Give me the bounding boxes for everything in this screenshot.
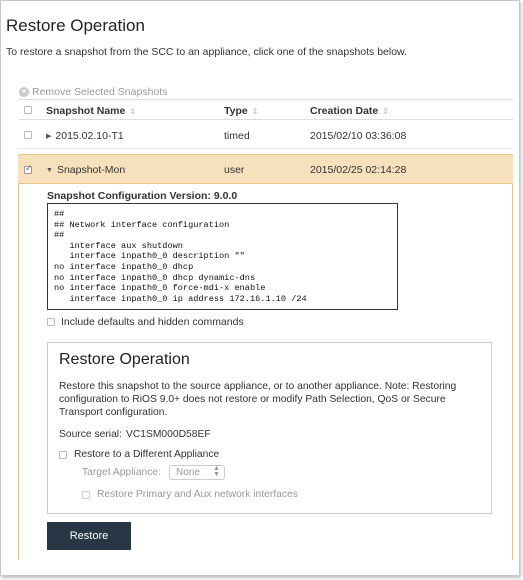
target-appliance-row — [82, 465, 225, 480]
panel-title: Restore Operation — [59, 351, 190, 368]
checkbox[interactable] — [47, 318, 55, 326]
header-label: Snapshot Name — [46, 105, 126, 117]
page-title: Restore Operation — [6, 16, 145, 35]
type-cell: timed — [224, 130, 250, 142]
sort-icon: ⇕ — [251, 106, 259, 116]
select-arrows-icon: ▲ ▼ — [213, 465, 220, 478]
remove-selected-snapshots-button[interactable] — [19, 86, 167, 98]
aux-label: Restore Primary and Aux network interfaces — [97, 489, 298, 500]
restore-different-appliance-checkbox[interactable] — [59, 449, 219, 460]
source-serial — [59, 429, 211, 440]
column-header-type[interactable] — [224, 105, 258, 117]
serial-label: Source serial: — [59, 429, 122, 440]
collapse-triangle-icon[interactable]: ▼ — [46, 166, 53, 174]
sort-icon: ⇕ — [129, 106, 137, 116]
restore-aux-interfaces-checkbox[interactable] — [82, 489, 298, 500]
include-defaults-checkbox[interactable] — [47, 316, 244, 328]
snapshot-name-cell: ▶ 2015.02.10-T1 — [46, 130, 124, 142]
header-label: Type — [224, 105, 248, 117]
type-cell: user — [224, 164, 245, 176]
column-header-creation-date[interactable] — [310, 105, 389, 117]
table-row[interactable] — [18, 122, 513, 149]
target-appliance-select[interactable]: None ▲ ▼ — [169, 465, 225, 480]
config-version-title: Snapshot Configuration Version: 9.0.0 — [47, 190, 238, 202]
column-header-snapshot-name[interactable] — [46, 105, 136, 117]
date-cell: 2015/02/10 03:36:08 — [310, 130, 407, 142]
sort-icon: ⇕ — [382, 106, 389, 116]
row-checkbox[interactable] — [24, 166, 32, 174]
expand-triangle-icon[interactable]: ▶ — [46, 133, 52, 140]
snapshot-name-cell: ▼ Snapshot-Mon — [46, 164, 126, 176]
header-label: Creation Date — [310, 105, 379, 117]
remove-label: Remove Selected Snapshots — [32, 86, 168, 98]
remove-circle-icon: ✕ — [20, 87, 28, 96]
date-cell: 2015/02/25 02:14:28 — [310, 164, 407, 176]
page-intro: To restore a snapshot from the SCC to an appliance, click one of the snapshots below. — [6, 46, 407, 58]
panel-description: Restore this snapshot to the source appliance, or to another appliance. Note: Restoring configuration to RiOS 9.0+ does not restore or modify Path Selection, QoS or Secure Transport configuration. — [59, 381, 457, 418]
table-row-selected[interactable] — [18, 154, 513, 184]
checkbox[interactable] — [59, 451, 67, 459]
restore-button[interactable]: Restore — [47, 522, 131, 550]
row-checkbox[interactable] — [24, 131, 32, 139]
select-all-checkbox[interactable] — [24, 106, 32, 114]
serial-value: VC1SM000D58EF — [125, 429, 211, 440]
config-text-box: ## ## Network interface configuration ## interface aux shutdown interface inpath0_0 description "" no interface inpath0_0 dhcp no interface inpath0_0 dhcp dynamic-dns no interface inpath0_0 force-mdi-x enable interface inpath0_0 ip address 172.16.1.10 /24 — [47, 203, 398, 310]
include-defaults-label: Include defaults and hidden commands — [61, 316, 244, 328]
table-header — [18, 99, 513, 120]
checkbox[interactable] — [82, 491, 90, 499]
restore-operation-panel — [47, 342, 492, 514]
different-appliance-label: Restore to a Different Appliance — [74, 449, 220, 460]
target-label: Target Appliance: — [82, 467, 161, 478]
